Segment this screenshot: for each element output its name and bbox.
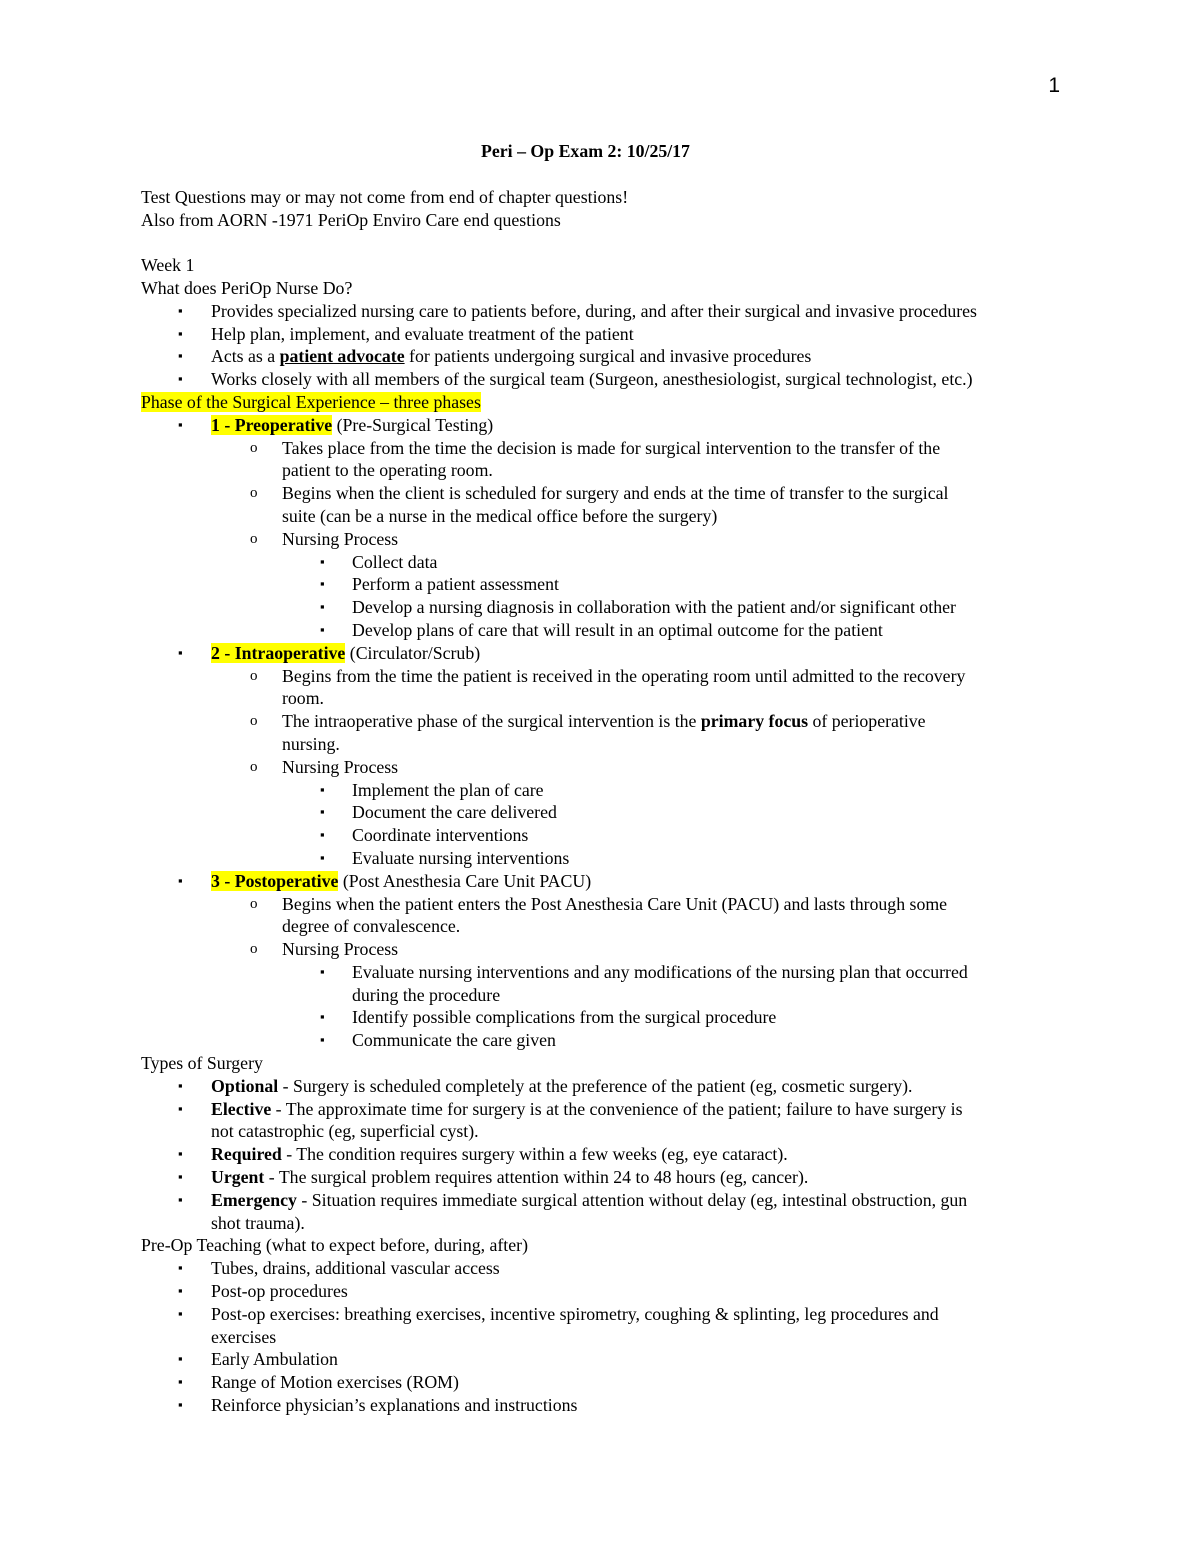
square-bullet-icon: ▪ <box>320 781 325 797</box>
list-item: ▪ Works closely with all members of the surgical team (Surgeon, anesthesiologist, surgical technologist, etc.) <box>178 369 973 390</box>
sub-item: o Nursing Process <box>250 756 399 777</box>
square-bullet-icon: ▪ <box>320 849 325 865</box>
list-item: ▪ Reinforce physician’s explanations and instructions <box>178 1395 578 1416</box>
square-bullet-icon: ▪ <box>178 1146 183 1162</box>
sub-sub-item: ▪ Evaluate nursing interventions and any modifications of the nursing plan that occurred during the procedure <box>320 961 968 1005</box>
sub-item: o Takes place from the time the decision is made for surgical intervention to the transfer of the patient to the operating room. <box>250 437 941 481</box>
sub-sub-item: ▪ Implement the plan of care <box>320 779 544 800</box>
highlighted-heading: Phase of the Surgical Experience – three phases <box>141 391 481 412</box>
square-bullet-icon: ▪ <box>178 325 183 341</box>
square-bullet-icon: ▪ <box>320 1009 325 1025</box>
square-bullet-icon: ▪ <box>178 1169 183 1185</box>
phase-label: 1 - Preoperative <box>211 414 333 435</box>
sub-sub-item: ▪ Collect data <box>320 551 438 572</box>
sub-sub-item: ▪ Communicate the care given <box>320 1030 556 1051</box>
list-item: ▪ Optional - Surgery is scheduled completely at the preference of the patient (eg, cosmetic surgery). <box>178 1075 913 1096</box>
square-bullet-icon: ▪ <box>320 599 325 615</box>
sub-sub-item: ▪ Evaluate nursing interventions <box>320 847 570 868</box>
square-bullet-icon: ▪ <box>178 644 183 660</box>
list-item: ▪ Post-op exercises: breathing exercises, incentive spirometry, coughing & splinting, leg procedures and exercises <box>178 1303 939 1347</box>
square-bullet-icon: ▪ <box>178 416 183 432</box>
square-bullet-icon: ▪ <box>178 1191 183 1207</box>
list-item: ▪ Tubes, drains, additional vascular access <box>178 1258 500 1279</box>
sub-item: o Nursing Process <box>250 939 399 960</box>
list-item: ▪ Emergency - Situation requires immediate surgical attention without delay (eg, intestinal obstruction, gun shot trauma). <box>178 1189 968 1233</box>
list-item: ▪ Help plan, implement, and evaluate treatment of the patient <box>178 323 634 344</box>
sub-item: o The intraoperative phase of the surgical intervention is the primary focus of perioperative nursing. <box>250 711 926 754</box>
intro-line: Also from AORN -1971 PeriOp Enviro Care end questions <box>141 209 561 230</box>
circle-bullet-icon: o <box>250 530 258 547</box>
sub-sub-item: ▪ Identify possible complications from the surgical procedure <box>320 1007 777 1028</box>
document-body <box>141 140 1070 1417</box>
square-bullet-icon: ▪ <box>178 1260 183 1276</box>
square-bullet-icon: ▪ <box>178 302 183 318</box>
circle-bullet-icon: o <box>250 758 258 775</box>
circle-bullet-icon: o <box>250 439 258 456</box>
sub-item: o Begins when the patient enters the Post Anesthesia Care Unit (PACU) and lasts through some degree of convalescence. <box>250 893 948 937</box>
square-bullet-icon: ▪ <box>178 872 183 888</box>
term-label: Elective <box>211 1098 272 1119</box>
square-bullet-icon: ▪ <box>178 348 183 364</box>
sub-sub-item: ▪ Coordinate interventions <box>320 825 529 846</box>
square-bullet-icon: ▪ <box>178 371 183 387</box>
week-heading: Week 1 <box>141 255 195 276</box>
term-label: Required <box>211 1144 282 1165</box>
section-heading: What does PeriOp Nurse Do? <box>141 277 353 298</box>
square-bullet-icon: ▪ <box>320 576 325 592</box>
sub-sub-item: ▪ Perform a patient assessment <box>320 574 559 595</box>
phase-item: ▪ 2 - Intraoperative (Circulator/Scrub) <box>178 642 481 663</box>
square-bullet-icon: ▪ <box>320 1032 325 1048</box>
circle-bullet-icon: o <box>250 895 258 912</box>
square-bullet-icon: ▪ <box>178 1283 183 1299</box>
square-bullet-icon: ▪ <box>320 553 325 569</box>
list-item: ▪ Elective - The approximate time for surgery is at the convenience of the patient; failure to have surgery is not catastrophic (eg, superficial cyst). <box>178 1098 963 1142</box>
square-bullet-icon: ▪ <box>178 1351 183 1367</box>
page-number: 1 <box>1048 74 1060 97</box>
list-item: ▪ Urgent - The surgical problem requires attention within 24 to 48 hours (eg, cancer). <box>178 1167 809 1188</box>
phase-label: 2 - Intraoperative <box>211 642 346 663</box>
sub-sub-item: ▪ Develop a nursing diagnosis in collaboration with the patient and/or significant other <box>320 597 956 618</box>
document-title: Peri – Op Exam 2: 10/25/17 <box>481 141 690 161</box>
square-bullet-icon: ▪ <box>320 804 325 820</box>
section-heading: Types of Surgery <box>141 1053 263 1074</box>
square-bullet-icon: ▪ <box>320 827 325 843</box>
phase-label: 3 - Postoperative <box>211 870 339 891</box>
term-label: Urgent <box>211 1167 265 1188</box>
square-bullet-icon: ▪ <box>178 1305 183 1321</box>
circle-bullet-icon: o <box>250 941 258 958</box>
square-bullet-icon: ▪ <box>178 1100 183 1116</box>
square-bullet-icon: ▪ <box>178 1397 183 1413</box>
intro-line: Test Questions may or may not come from end of chapter questions! <box>141 186 629 207</box>
section-heading: Pre-Op Teaching (what to expect before, during, after) <box>141 1235 528 1256</box>
sub-item: o Begins from the time the patient is received in the operating room until admitted to the recovery room. <box>250 665 966 709</box>
list-item: ▪ Provides specialized nursing care to patients before, during, and after their surgical and invasive procedures <box>178 300 977 321</box>
circle-bullet-icon: o <box>250 667 258 684</box>
sub-sub-item: ▪ Develop plans of care that will result in an optimal outcome for the patient <box>320 619 883 640</box>
circle-bullet-icon: o <box>250 713 258 730</box>
square-bullet-icon: ▪ <box>320 621 325 637</box>
square-bullet-icon: ▪ <box>320 963 325 979</box>
emphasis-text: primary focus <box>700 711 809 732</box>
sub-sub-item: ▪ Document the care delivered <box>320 802 557 823</box>
term-label: Optional <box>211 1075 279 1096</box>
phase-item: ▪ 1 - Preoperative (Pre-Surgical Testing) <box>178 414 494 435</box>
emphasis-text: patient advocate <box>279 346 405 367</box>
list-item: ▪ Acts as a patient advocate for patients undergoing surgical and invasive procedures <box>178 346 812 367</box>
sub-item: o Begins when the client is scheduled for surgery and ends at the time of transfer to the surgical suite (can be a nurse in the medical office before the surgery) <box>250 483 949 526</box>
list-item: ▪ Early Ambulation <box>178 1349 338 1370</box>
square-bullet-icon: ▪ <box>178 1077 183 1093</box>
square-bullet-icon: ▪ <box>178 1374 183 1390</box>
phase-item: ▪ 3 - Postoperative (Post Anesthesia Care Unit PACU) <box>178 870 592 891</box>
list-item: ▪ Required - The condition requires surgery within a few weeks (eg, eye cataract). <box>178 1144 788 1165</box>
list-item: ▪ Post-op procedures <box>178 1281 348 1302</box>
sub-item: o Nursing Process <box>250 528 399 549</box>
term-label: Emergency <box>211 1189 297 1210</box>
circle-bullet-icon: o <box>250 485 258 502</box>
list-item: ▪ Range of Motion exercises (ROM) <box>178 1372 459 1393</box>
